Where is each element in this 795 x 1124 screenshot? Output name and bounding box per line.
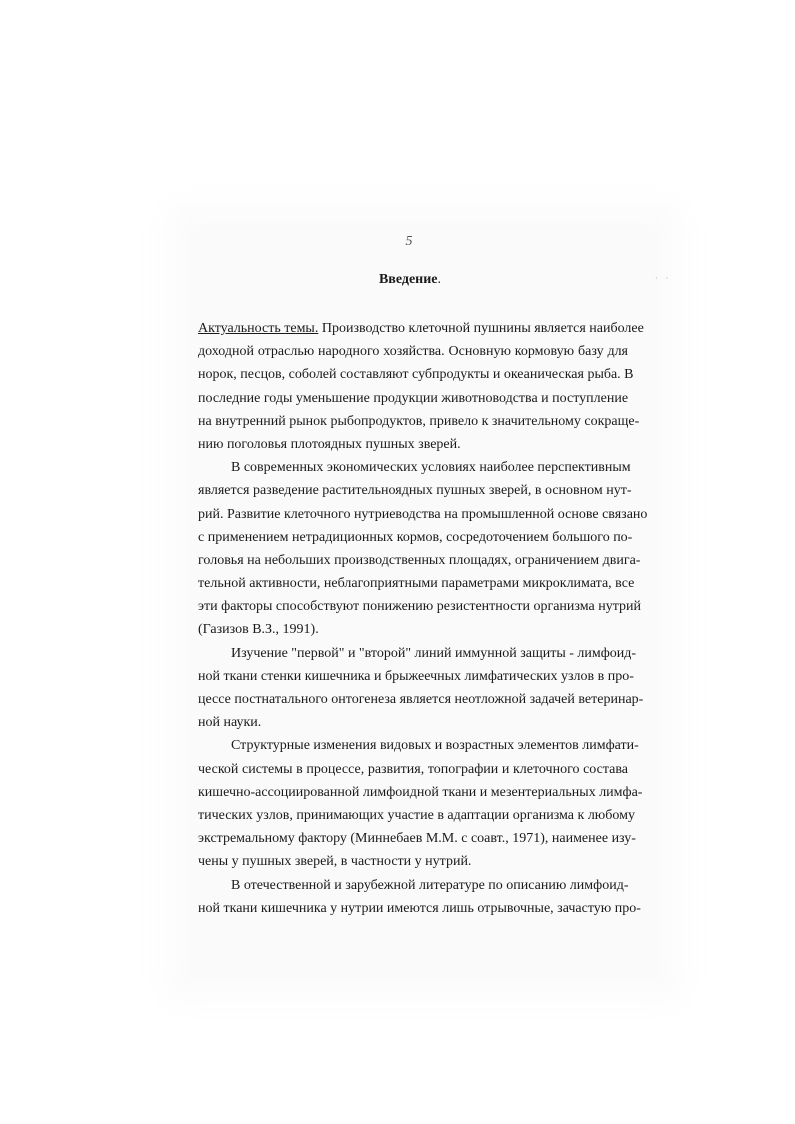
paragraph-line: ной ткани стенки кишечника и брыжеечных лимфатических узлов в про- — [198, 668, 634, 684]
paragraph-line: чены у пушных зверей, в частности у нутрий. — [198, 854, 472, 870]
paragraph-line: ной ткани кишечника у нутрии имеются лишь отрывочные, зачастую про- — [198, 900, 641, 916]
paragraph-line: последние годы уменьшение продукции животноводства и поступление — [198, 390, 629, 406]
paragraph-line: кишечно-ассоциированной лимфоидной ткани и мезентериальных лимфа- — [198, 784, 643, 800]
paragraph-line: цессе постнатального онтогенеза является неотложной задачей ветеринар- — [198, 692, 644, 707]
paragraph-line: Актуальность темы. Производство клеточной пушнины является наиболее — [198, 321, 644, 336]
paragraph-line: В современных экономических условиях наиболее перспективным — [231, 460, 631, 476]
topic-relevance-heading: Актуальность темы. — [198, 321, 319, 336]
page-number: 5 — [405, 234, 413, 249]
paragraph-line: Изучение "первой" и "второй" линий иммунной защиты - лимфоид- — [231, 645, 637, 661]
paragraph-line: тельной активности, неблагоприятными параметрами микроклимата, все — [198, 576, 635, 592]
paragraph-line: нию поголовья плотоядных пушных зверей. — [198, 436, 461, 452]
page-title-text: Введение — [378, 272, 438, 287]
paragraph-line: доходной отраслью народного хозяйства. Основную кормовую базу для — [198, 344, 628, 360]
paragraph-line: ческой системы в процессе, развития, топографии и клеточного состава — [198, 761, 628, 777]
page-title-period: . — [437, 272, 442, 287]
document-body — [198, 317, 648, 920]
paragraph-line: экстремальному фактору (Миннебаев М.М. с соавт., 1971), наименее изу- — [198, 831, 636, 847]
scan-specks: · · — [655, 274, 672, 283]
paragraph-line: эти факторы способствуют понижению резистентности организма нутрий — [198, 599, 641, 615]
paragraph-line: головья на небольших производственных площадях, ограничением двига- — [198, 552, 641, 568]
paragraph-line: рий. Развитие клеточного нутриеводства на промышленной основе связано — [198, 506, 648, 522]
paragraph-line: ной науки. — [198, 715, 262, 731]
paragraph-line: на внутренний рынок рыбопродуктов, привело к значительному сокраще- — [198, 413, 640, 429]
paragraph-line: (Газизов В.З., 1991). — [198, 622, 319, 638]
paragraph-line: является разведение растительноядных пушных зверей, в основном нут- — [198, 483, 632, 499]
paragraph-line: Структурные изменения видовых и возрастных элементов лимфати- — [231, 738, 639, 754]
paragraph-line: тических узлов, принимающих участие в адаптации организма к любому — [198, 807, 635, 823]
paragraph-line: В отечественной и зарубежной литературе по описанию лимфоид- — [231, 877, 629, 893]
page-title — [260, 272, 560, 288]
paragraph-line: норок, песцов, соболей составляют субпродукты и океаническая рыба. В — [198, 367, 634, 383]
paragraph-line: с применением нетрадиционных кормов, сосредоточением большого по- — [198, 529, 633, 545]
